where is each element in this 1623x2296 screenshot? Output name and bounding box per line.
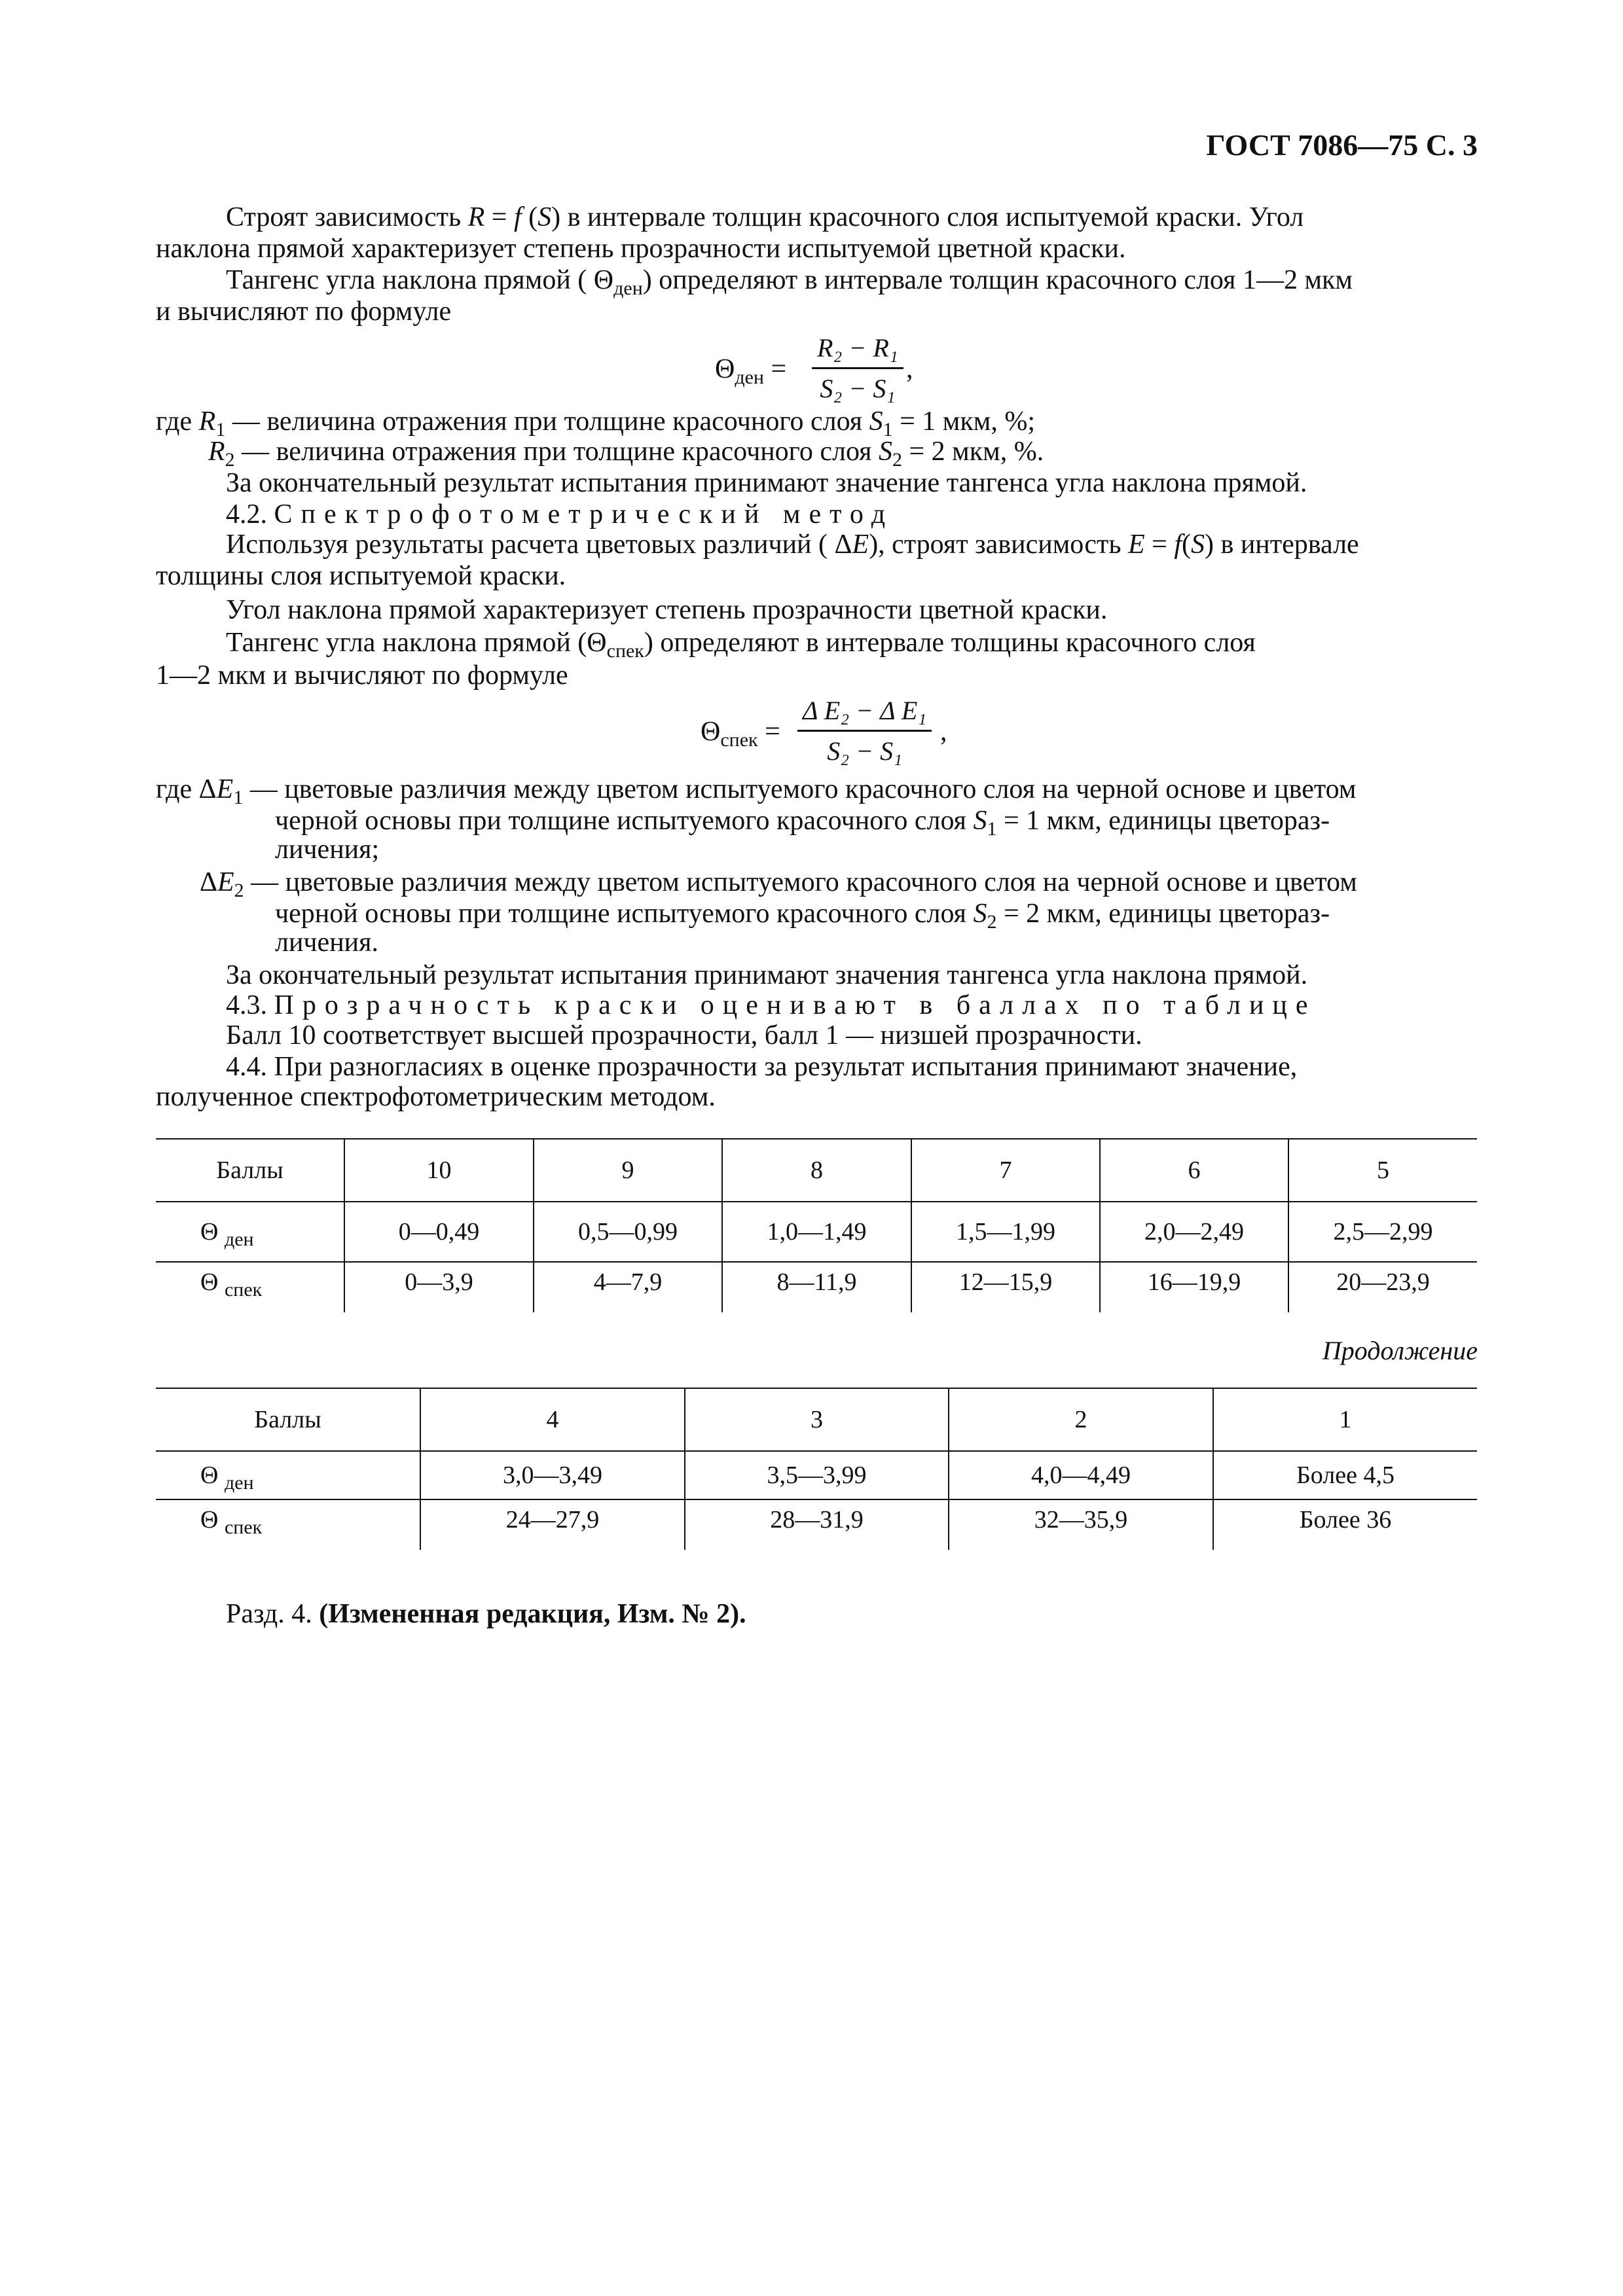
table-cell: 2,5—2,99 xyxy=(1288,1202,1477,1262)
page-header: ГОСТ 7086—75 С. 3 xyxy=(1206,128,1478,162)
table-cell: 24—27,9 xyxy=(420,1499,685,1550)
table-cell: 4,0—4,49 xyxy=(949,1451,1213,1499)
table-cell: 12—15,9 xyxy=(911,1262,1100,1312)
table-header-cell: 3 xyxy=(685,1388,949,1451)
table-cell: 32—35,9 xyxy=(949,1499,1213,1550)
definition-de2-end: личения. xyxy=(275,927,378,958)
section-4-2-heading: 4.2. Спектрофотометрический метод xyxy=(226,499,894,529)
paragraph-score: Балл 10 соответствует высшей прозрачности, балл 1 — низшей прозрачности. xyxy=(226,1020,1142,1050)
table-header-cell: Баллы xyxy=(156,1139,344,1202)
table-header-row xyxy=(156,1139,1477,1202)
transparency-table-1 xyxy=(156,1138,1477,1312)
paragraph-result-1: За окончательный результат испытания принимают значение тангенса угла наклона прямой. xyxy=(226,468,1307,498)
table-header-cell: 4 xyxy=(420,1388,685,1451)
table-cell: 0,5—0,99 xyxy=(534,1202,722,1262)
table-header-row xyxy=(156,1388,1477,1451)
paragraph-relation: Строят зависимость R = f (S) в интервале толщин красочного слоя испытуемой краски. Угол xyxy=(226,202,1304,232)
paragraph-tangent-spek: Тангенс угла наклона прямой $(\Theta_{спек})$ определяют в интервале толщины красочного слоя xyxy=(226,628,1256,662)
table-cell: 0—0,49 xyxy=(344,1202,534,1262)
definition-de1: где $\Delta E_1$ — цветовые различия между цветом испытуемого красочного слоя на черной основе и цветом xyxy=(156,774,1357,808)
table-row xyxy=(156,1451,1477,1499)
table-cell: 2,0—2,49 xyxy=(1100,1202,1288,1262)
table-row xyxy=(156,1202,1477,1262)
table-header-cell: 1 xyxy=(1213,1388,1477,1451)
table-row xyxy=(156,1262,1477,1312)
table-header-cell: 5 xyxy=(1288,1139,1477,1202)
paragraph-color-diff: Используя результаты расчета цветовых различий ( ΔE), строят зависимость E = f(S) в интервале xyxy=(226,529,1359,560)
formula-den-comma: , xyxy=(906,354,913,384)
table-header-cell: 10 xyxy=(344,1139,534,1202)
definition-de2-cont: черной основы при толщине испытуемого красочного слоя $S_2 = 2$ мкм, единицы цветораз- xyxy=(275,899,1330,933)
row-label: Θ $_{спек}$ xyxy=(200,1268,263,1300)
table-header-cell: 6 xyxy=(1100,1139,1288,1202)
table-row xyxy=(156,1499,1477,1550)
table-cell: 8—11,9 xyxy=(722,1262,911,1312)
table-header-cell: 8 xyxy=(722,1139,911,1202)
section-4-3-heading: 4.3. Прозрачность краски оценивают в баллах по таблице xyxy=(226,990,1317,1020)
table-cell: 3,0—3,49 xyxy=(420,1451,685,1499)
table-cell: 4—7,9 xyxy=(534,1262,722,1312)
paragraph-tangent-den: Тангенс угла наклона прямой ( $\Theta_{ден}$) определяют в интервале толщин красочного слоя 1—2 мкм xyxy=(226,265,1353,299)
paragraph-tangent-spek-cont: 1—2 мкм и вычисляют по формуле xyxy=(156,660,568,691)
table-cell: 1,5—1,99 xyxy=(911,1202,1100,1262)
row-label: Θ $_{ден}$ xyxy=(156,1202,344,1262)
amendment-note: Разд. 4. (Измененная редакция, Изм. № 2). xyxy=(226,1599,746,1629)
paragraph-slope: Угол наклона прямой характеризует степень прозрачности цветной краски. xyxy=(226,595,1108,625)
row-label: Θ $_{ден}$ xyxy=(156,1451,420,1499)
formula-den-fraction: R₂ − R₁ S₂ − S₁ xyxy=(812,332,903,404)
table-cell: 1,0—1,49 xyxy=(722,1202,911,1262)
section-4-4-cont: полученное спектрофотометрическим методом. xyxy=(156,1082,716,1112)
formula-den-lhs: $\Theta_{ден}$ = xyxy=(715,354,787,388)
definition-r2: $R_2$ — величина отражения при толщине красочного слоя $S_2 = 2$ мкм, %. xyxy=(208,437,1044,471)
table-cell: 16—19,9 xyxy=(1100,1262,1288,1312)
formula-spek-comma: , xyxy=(940,717,947,747)
table-continuation-label: Продолжение xyxy=(1322,1336,1478,1365)
definition-r1: где $R_1$ — величина отражения при толщине красочного слоя $S_1 = 1$ мкм, %; xyxy=(156,406,1036,440)
row-label: Θ $_{спек}$ xyxy=(200,1506,263,1538)
table-cell: 20—23,9 xyxy=(1288,1262,1477,1312)
formula-spek-lhs: $\Theta_{спек}$ = xyxy=(701,717,780,751)
table-cell: Более 36 xyxy=(1213,1499,1477,1550)
paragraph-tangent-den-cont: и вычисляют по формуле xyxy=(156,296,452,327)
table-cell: 3,5—3,99 xyxy=(685,1451,949,1499)
paragraph-color-diff-cont: толщины слоя испытуемой краски. xyxy=(156,561,566,591)
transparency-table-2 xyxy=(156,1388,1477,1550)
definition-de1-cont: черной основы при толщине испытуемого красочного слоя $S_1 = 1$ мкм, единицы цветораз- xyxy=(275,806,1330,840)
table-header-cell: 2 xyxy=(949,1388,1213,1451)
table-cell: Более 4,5 xyxy=(1213,1451,1477,1499)
definition-de2: $\Delta E_2$ — цветовые различия между цветом испытуемого красочного слоя на черной основе и цветом xyxy=(200,867,1357,901)
table-header-cell: Баллы xyxy=(156,1388,420,1451)
paragraph-result-2: За окончательный результат испытания принимают значения тангенса угла наклона прямой. xyxy=(226,960,1308,990)
table-cell: 0—3,9 xyxy=(344,1262,534,1312)
table-cell: 28—31,9 xyxy=(685,1499,949,1550)
table-header-cell: 7 xyxy=(911,1139,1100,1202)
definition-de1-end: личения; xyxy=(275,834,380,865)
table-header-cell: 9 xyxy=(534,1139,722,1202)
paragraph-relation-cont: наклона прямой характеризует степень прозрачности испытуемой цветной краски. xyxy=(156,234,1126,264)
section-4-4: 4.4. При разногласиях в оценке прозрачности за результат испытания принимают значение, xyxy=(226,1052,1298,1082)
formula-spek-fraction: Δ E₂ − Δ E₁ S₂ − S₁ xyxy=(797,695,932,766)
